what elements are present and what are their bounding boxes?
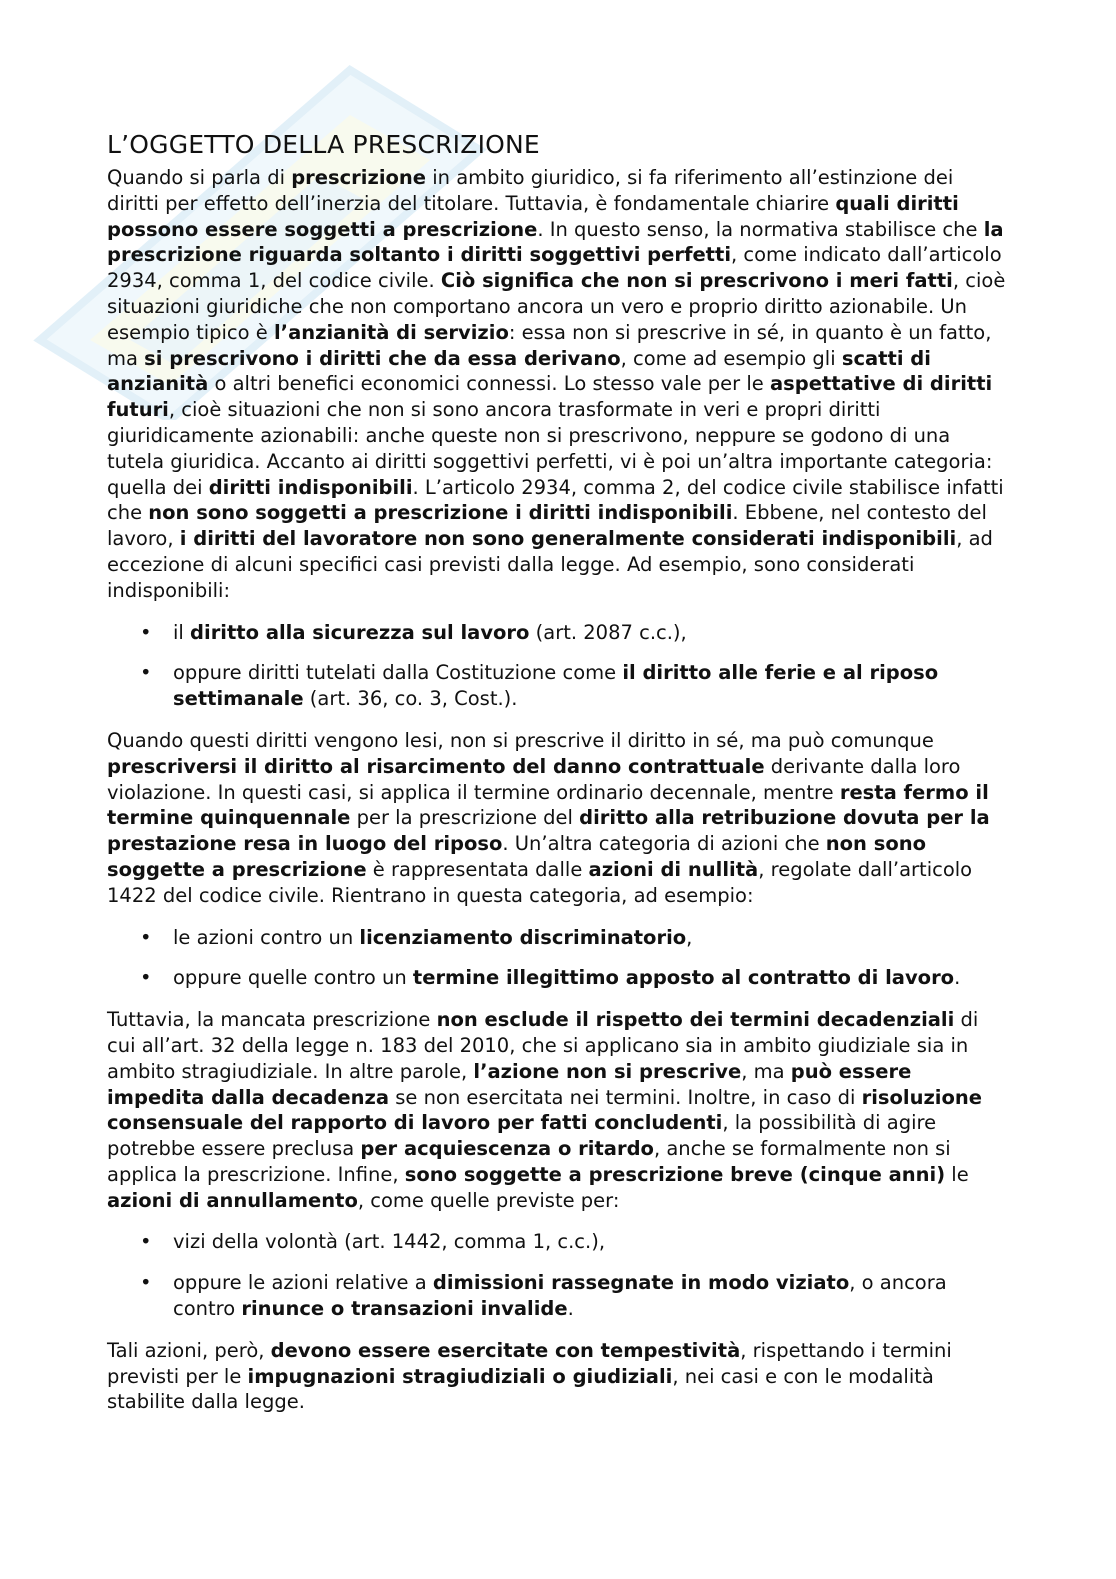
paragraph-3 xyxy=(107,1007,1007,1213)
text-run: Quando si parla di xyxy=(107,166,292,189)
bold-text: termine illegittimo apposto al contratto di lavoro xyxy=(412,966,955,990)
text-run: vizi della volontà (art. 1442, comma 1, c.c.), xyxy=(173,1230,606,1254)
bold-text: non sono soggetti a prescrizione i diritti indisponibili xyxy=(148,501,733,525)
bold-text: prescrizione xyxy=(291,166,427,189)
bullet-icon: • xyxy=(140,925,152,949)
bold-text: resta fermo il termine quinquennale xyxy=(107,780,989,830)
bold-text: dimissioni rassegnate in modo viziato xyxy=(432,1271,850,1295)
text-run: le azioni contro un xyxy=(173,925,360,949)
paragraph-1 xyxy=(107,165,1007,604)
text-run: , anche se formalmente non si applica la prescrizione. Infine, xyxy=(107,1137,951,1186)
paragraph-2 xyxy=(107,728,1007,909)
bold-text: devono essere esercitate con tempestività xyxy=(270,1338,741,1362)
list-item xyxy=(107,925,1007,951)
bold-text: Ciò significa che non si prescrivono i meri fatti xyxy=(440,269,953,293)
text-run: oppure le azioni relative a xyxy=(173,1271,433,1295)
bold-text: il diritto alle ferie e al riposo settimanale xyxy=(173,661,939,711)
bold-text: sono soggette a prescrizione breve (cinque anni) xyxy=(404,1162,946,1186)
bullet-icon: • xyxy=(140,620,152,644)
bold-text: la prescrizione riguarda soltanto i diritti soggettivi perfetti xyxy=(107,217,1004,267)
bold-text: non sono soggette a prescrizione xyxy=(107,832,927,881)
bold-text: l’azione non si prescrive xyxy=(473,1059,742,1083)
text-run: Quando questi diritti vengono lesi, non si prescrive il diritto in sé, ma può comunque xyxy=(107,728,934,752)
bold-text: non esclude il rispetto dei termini decadenziali xyxy=(436,1008,955,1032)
page-title: L’OGGETTO DELLA PRESCRIZIONE xyxy=(107,130,540,159)
bold-text: rinunce o transazioni invalide xyxy=(241,1297,568,1321)
bullet-icon: • xyxy=(140,1271,152,1295)
text-run: il xyxy=(173,620,191,644)
list-item xyxy=(107,620,1007,646)
text-run: di cui all’art. 32 della legge n. 183 del 2010, che si applicano sia in ambito giudiziale sia in ambito stragiudiziale. In altre parole, xyxy=(107,1008,979,1083)
text-run: . L’articolo 2934, comma 2, del codice civile stabilisce infatti che xyxy=(107,475,1004,525)
text-run: , come ad esempio gli xyxy=(620,346,842,370)
text-run: , ad eccezione di alcuni specifici casi previsti dalla legge. Ad esempio, sono considerati indisponibili: xyxy=(107,527,993,602)
list-item xyxy=(107,965,1007,991)
bold-text: i diritti del lavoratore non sono generalmente considerati indisponibili xyxy=(179,527,957,551)
text-run: , cioè situazioni che non si sono ancora trasformate in veri e propri diritti giuridicamente azionabili: anche queste non si prescrivono, neppure se godono di una tutela giuridica. Accanto ai diritti soggettivi perfetti, vi è poi un’altra importante categoria: quella dei xyxy=(107,398,993,499)
bold-text: prescriversi il diritto al risarcimento del danno contrattuale xyxy=(107,754,765,778)
text-run: . Un’altra categoria di azioni che xyxy=(502,832,826,856)
bullet-icon: • xyxy=(140,1230,152,1254)
text-run: o altri benefici economici connessi. Lo stesso vale per le xyxy=(208,372,771,396)
text-run: , xyxy=(686,925,693,949)
text-run: . In questo senso, la normativa stabilisce che xyxy=(537,217,984,241)
bold-text: scatti di anzianità xyxy=(107,346,931,396)
bullet-list-2 xyxy=(107,925,1007,992)
text-run: in ambito giuridico, si fa riferimento all’estinzione dei diritti per effetto dell’inerzia del titolare. Tuttavia, è fondamentale chiarire xyxy=(107,166,954,215)
text-run: , rispettando i termini previsti per le xyxy=(107,1338,952,1388)
text-run: . Ebbene, nel contesto del lavoro, xyxy=(107,501,987,551)
bold-text: diritto alla sicurezza sul lavoro xyxy=(190,620,530,644)
paragraph-4 xyxy=(107,1338,1007,1415)
list-item xyxy=(107,660,1007,712)
text-run: , o ancora contro xyxy=(173,1271,947,1321)
bold-text: può essere impedita dalla decadenza xyxy=(107,1059,912,1109)
text-run: , come indicato dall’articolo 2934, comma 1, del codice civile. xyxy=(107,243,1002,293)
text-run: derivante dalla loro violazione. In questi casi, si applica il termine ordinario decennale, mentre xyxy=(107,754,961,804)
text-run: Tuttavia, la mancata prescrizione xyxy=(107,1008,437,1032)
bold-text: licenziamento discriminatorio xyxy=(359,925,687,949)
text-run: . xyxy=(567,1297,574,1321)
bold-text: diritto alla retribuzione dovuta per la prestazione resa in luogo del riposo xyxy=(107,806,990,856)
bullet-list-1 xyxy=(107,620,1007,712)
text-run: oppure quelle contro un xyxy=(173,966,413,990)
text-run: per la prescrizione del xyxy=(350,806,580,830)
text-run: , cioè situazioni giuridiche che non comportano ancora un vero e proprio diritto azionabile. Un esempio tipico è xyxy=(107,269,1006,344)
text-run: . xyxy=(954,966,961,990)
text-run: oppure diritti tutelati dalla Costituzione come xyxy=(173,661,623,685)
bold-text: quali diritti possono essere soggetti a prescrizione xyxy=(107,191,959,241)
text-run: , come quelle previste per: xyxy=(357,1188,620,1212)
text-run: , la possibilità di agire potrebbe essere preclusa xyxy=(107,1111,937,1161)
bullet-icon: • xyxy=(140,966,152,990)
text-run: : essa non si prescrive in sé, in quanto è un fatto, ma xyxy=(107,320,992,370)
text-run: (art. 2087 c.c.), xyxy=(529,620,687,644)
bullet-icon: • xyxy=(140,661,152,685)
bold-text: risoluzione consensuale del rapporto di lavoro per fatti concludenti xyxy=(107,1085,982,1135)
text-run: Tali azioni, però, xyxy=(107,1338,271,1362)
bold-text: si prescrivono i diritti che da essa derivano xyxy=(144,346,621,370)
bold-text: azioni di annullamento xyxy=(107,1188,358,1212)
bullet-list-3 xyxy=(107,1229,1007,1321)
text-run: (art. 36, co. 3, Cost.). xyxy=(303,687,518,711)
bold-text: aspettative di diritti futuri xyxy=(107,372,993,422)
text-run: , nei casi e con le modalità stabilite dalla legge. xyxy=(107,1364,934,1414)
list-item xyxy=(107,1270,1007,1322)
bold-text: l’anzianità di servizio xyxy=(273,320,509,344)
text-run: è rappresentata dalle xyxy=(366,857,589,881)
text-run: le xyxy=(945,1162,969,1186)
list-item xyxy=(107,1229,1007,1255)
text-run: , regolate dall’articolo 1422 del codice civile. Rientrano in questa categoria, ad esempio: xyxy=(107,857,973,907)
text-run: , ma xyxy=(741,1059,791,1083)
bold-text: azioni di nullità xyxy=(588,857,759,881)
bold-text: diritti indisponibili xyxy=(208,475,413,499)
document-page xyxy=(107,130,1007,1431)
text-run: se non esercitata nei termini. Inoltre, in caso di xyxy=(389,1085,862,1109)
bold-text: impugnazioni stragiudiziali o giudiziali xyxy=(247,1364,673,1388)
bold-text: per acquiescenza o ritardo xyxy=(360,1137,654,1161)
